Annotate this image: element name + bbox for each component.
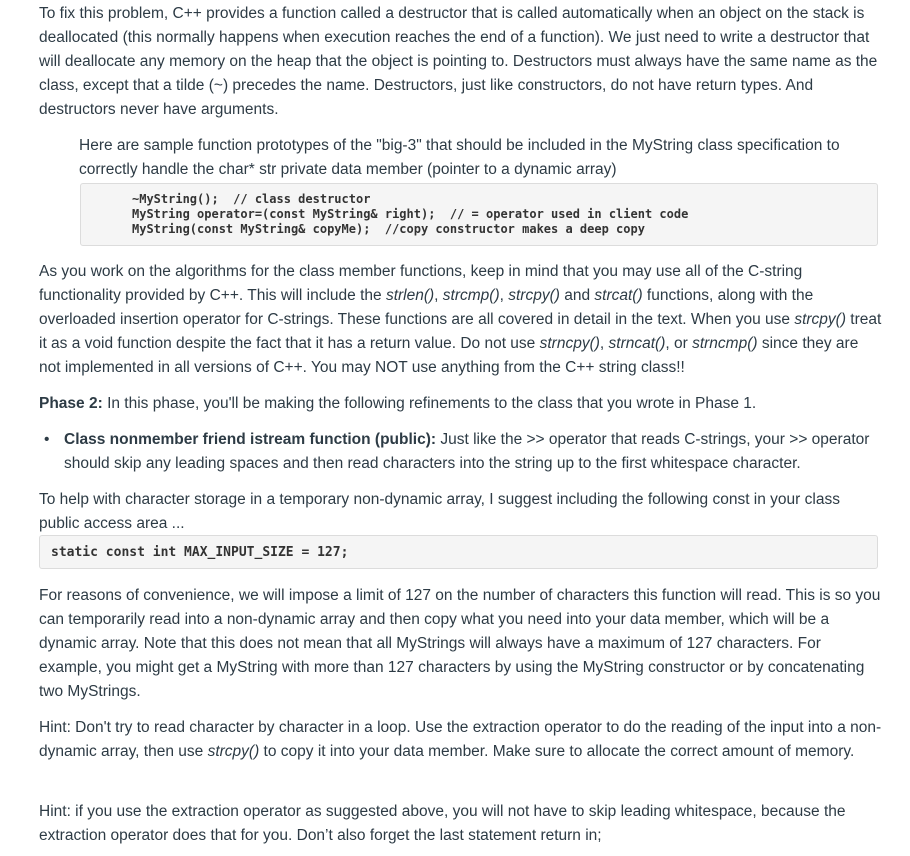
paragraph-cstring-functions: As you work on the algorithms for the class member functions, keep in mind that you may use all of the C-string functionality provided by C++. This will include the strlen(), strcmp(), strcpy() and strcat() functions, along with the overloaded insertion operator for C-strings. These functions are all covered in detail in the text. When you use strcpy() treat it as a void function despite the fact that it has a return value. Do not use strncpy(), strncat(), or strncmp() since they are not implemented in all versions of C++. You may NOT use anything from the C++ string class!! bbox=[39, 263, 882, 376]
code-block-big3 bbox=[80, 183, 878, 246]
code-line-destructor: ~MyString(); // class destructor bbox=[132, 192, 371, 206]
func-strncpy: strncpy() bbox=[539, 335, 600, 352]
func-strncat: strncat() bbox=[608, 335, 666, 352]
paragraph-hint-whitespace: Hint: if you use the extraction operator as suggested above, you will not have to skip leading whitespace, because the extraction operator does that for you. Don’t also forget the last statement return in; bbox=[39, 803, 846, 844]
bullet-dot: • bbox=[44, 431, 50, 448]
paragraph-limit: For reasons of convenience, we will impose a limit of 127 on the number of characters this function will read. This is so you can temporarily read into a non-dynamic array and then copy what you need into your data member, which will be a dynamic array. Note that this does not mean that all MyStrings will always have a maximum of 127 characters. For example, you might get a MyString with more than 127 characters by using the MyString constructor or by concatenating two MyStrings. bbox=[39, 587, 881, 700]
bullet-label: Class nonmember friend istream function (public): bbox=[64, 431, 437, 448]
func-strcpy-2: strcpy() bbox=[794, 311, 846, 328]
paragraph-const-suggestion: To help with character storage in a temporary non-dynamic array, I suggest including the following const in your class public access area ... bbox=[39, 491, 840, 532]
func-strcat: strcat() bbox=[594, 287, 643, 304]
paragraph-hint-extraction: Hint: Don't try to read character by character in a loop. Use the extraction operator to do the reading of the input into a non-dynamic array, then use strcpy() to copy it into your data member. Make sure to allocate the correct amount of memory. bbox=[39, 719, 882, 760]
bullet-text: Just like the >> operator that reads C-strings, your >> operator should skip any leading spaces and then read characters into the string up to the first whitespace character. bbox=[64, 431, 870, 472]
paragraph-destructor: To fix this problem, C++ provides a function called a destructor that is called automatically when an object on the stack is deallocated (this normally happens when execution reaches the end of a function). We just need to write a destructor that will deallocate any memory on the heap that the object is pointing to. Destructors must always have the same name as the class, except that a tilde (~) precedes the name. Destructors, just like constructors, do not have return types. And destructors never have arguments. bbox=[39, 5, 878, 118]
code-line-copy-constructor: MyString(const MyString& copyMe); //copy constructor makes a deep copy bbox=[132, 222, 645, 236]
paragraph-big3-intro: Here are sample function prototypes of the "big-3" that should be included in the MyString class specification to correctly handle the char* str private data member (pointer to a dynamic array) bbox=[79, 137, 840, 178]
func-strcpy: strcpy() bbox=[508, 287, 560, 304]
func-strcmp: strcmp() bbox=[442, 287, 500, 304]
code-line-assignment-operator: MyString operator=(const MyString& right); // = operator used in client code bbox=[132, 207, 689, 221]
func-strncmp: strncmp() bbox=[692, 335, 758, 352]
code-block-const: static const int MAX_INPUT_SIZE = 127; bbox=[39, 535, 878, 569]
list-item-istream bbox=[44, 428, 874, 476]
phase2-label: Phase 2: bbox=[39, 395, 103, 412]
func-strlen: strlen() bbox=[385, 287, 435, 304]
func-strcpy-hint: strcpy() bbox=[207, 743, 260, 760]
paragraph-phase2: Phase 2: In this phase, you'll be making the following refinements to the class that you wrote in Phase 1. bbox=[39, 395, 757, 412]
